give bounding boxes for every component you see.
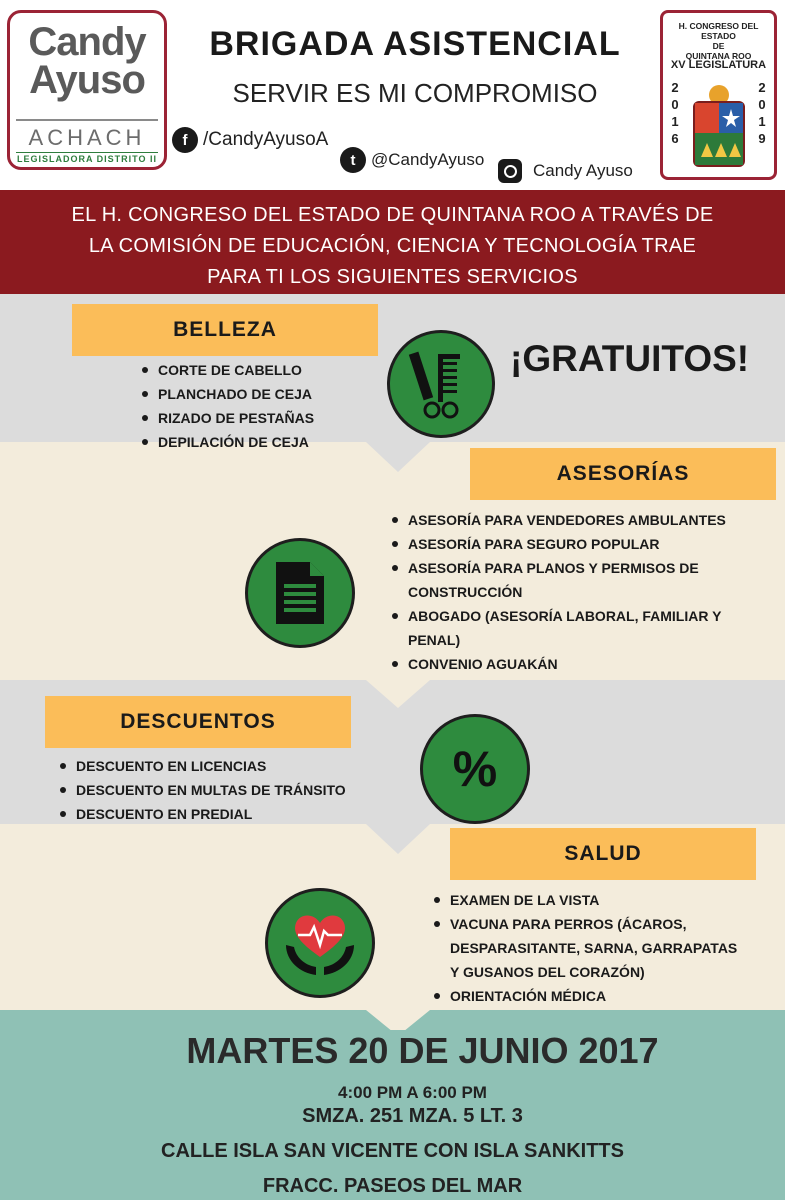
heart-hands-icon	[265, 888, 375, 998]
event-street: CALLE ISLA SAN VICENTE CON ISLA SANKITTS	[161, 1140, 624, 1162]
year-right: 2 0 1 9	[758, 80, 766, 146]
quintana-roo-shield-icon	[687, 83, 751, 173]
congreso-line1: H. CONGRESO DEL ESTADO	[678, 21, 759, 41]
category-salud: SALUD	[450, 828, 756, 880]
congreso-logo	[660, 10, 777, 180]
logo-name	[10, 20, 164, 102]
twitter-icon: t	[340, 147, 366, 173]
intro-banner	[0, 190, 785, 294]
page-subtitle: SERVIR ES MI COMPROMISO	[232, 78, 598, 108]
list-item: ORIENTACIÓN MÉDICA	[432, 984, 737, 1008]
list-item: CORTE DE CABELLO	[140, 358, 314, 382]
instagram-handle: Candy Ayuso	[533, 161, 633, 180]
list-item: ABOGADO (ASESORÍA LABORAL, FAMILIAR Y	[390, 604, 726, 628]
instagram-icon	[498, 159, 522, 183]
list-item-continuation: DESPARASITANTE, SARNA, GARRAPATAS	[450, 940, 738, 956]
congreso-name	[663, 21, 774, 61]
logo-tagline: ACHACH	[28, 125, 146, 150]
free-headline: ¡GRATUITOS!	[510, 338, 750, 379]
list-item: RIZADO DE PESTAÑAS	[140, 406, 314, 430]
document-icon	[245, 538, 355, 648]
category-asesorias: ASESORÍAS	[470, 448, 776, 500]
list-item: PLANCHADO DE CEJA	[140, 382, 314, 406]
congreso-line3: QUINTANA ROO	[685, 51, 752, 61]
list-item: VACUNA PARA PERROS (ÁCAROS,	[432, 912, 737, 936]
logo-name-line2: Ayuso	[29, 58, 145, 102]
list-item: DESCUENTO EN PREDIAL	[58, 802, 346, 826]
candy-ayuso-logo	[7, 10, 167, 170]
comb-scissors-icon	[387, 330, 495, 438]
list-item: DEPILACIÓN DE CEJA	[140, 430, 314, 454]
category-belleza: BELLEZA	[72, 304, 378, 356]
category-descuentos: DESCUENTOS	[45, 696, 351, 748]
facebook-link[interactable]	[172, 127, 328, 153]
percent-icon	[420, 714, 530, 824]
facebook-icon: f	[172, 127, 198, 153]
instagram-link[interactable]	[498, 159, 633, 183]
logo-district: LEGISLADORA DISTRITO II	[16, 154, 157, 164]
event-time: 4:00 PM A 6:00 PM	[338, 1083, 487, 1102]
legislatura-label: XV LEGISLATURA	[670, 59, 767, 71]
list-item-continuation: PENAL)	[408, 632, 461, 648]
list-item: EXAMEN DE LA VISTA	[432, 888, 737, 912]
list-asesorias	[390, 508, 726, 676]
list-item: ASESORÍA PARA PLANOS Y PERMISOS DE	[390, 556, 726, 580]
list-item: DESCUENTO EN MULTAS DE TRÁNSITO	[58, 778, 346, 802]
list-item-continuation: CONSTRUCCIÓN	[408, 584, 523, 600]
banner-line3: PARA TI LOS SIGUIENTES SERVICIOS	[207, 266, 578, 288]
logo-name-line1: Candy	[28, 20, 146, 64]
banner-line1: EL H. CONGRESO DEL ESTADO DE QUINTANA ROO A TRAVÉS DE	[71, 204, 714, 226]
twitter-link[interactable]	[340, 147, 484, 173]
banner-line2: LA COMISIÓN DE EDUCACIÓN, CIENCIA Y TECNOLOGÍA TRAE	[88, 235, 697, 257]
twitter-handle: @CandyAyuso	[371, 150, 485, 169]
list-item: ASESORÍA PARA SEGURO POPULAR	[390, 532, 726, 556]
event-neighborhood: FRACC. PASEOS DEL MAR	[262, 1175, 523, 1197]
list-belleza	[140, 358, 314, 454]
list-descuentos	[58, 754, 346, 826]
event-date: MARTES 20 DE JUNIO 2017	[186, 1030, 659, 1071]
logo-divider	[16, 119, 158, 121]
list-salud	[432, 888, 737, 1008]
year-left: 2 0 1 6	[671, 80, 679, 146]
list-item: CONVENIO AGUAKÁN	[390, 652, 726, 676]
facebook-handle: /CandyAyusoA	[203, 129, 329, 150]
event-address: SMZA. 251 MZA. 5 LT. 3	[302, 1105, 523, 1127]
page-title: BRIGADA ASISTENCIAL	[209, 25, 621, 63]
congreso-line2: DE	[712, 41, 725, 51]
list-item: DESCUENTO EN LICENCIAS	[58, 754, 346, 778]
percent-symbol: %	[452, 741, 498, 797]
list-item-continuation: Y GUSANOS DEL CORAZÓN)	[450, 964, 645, 980]
list-item: ASESORÍA PARA VENDEDORES AMBULANTES	[390, 508, 726, 532]
